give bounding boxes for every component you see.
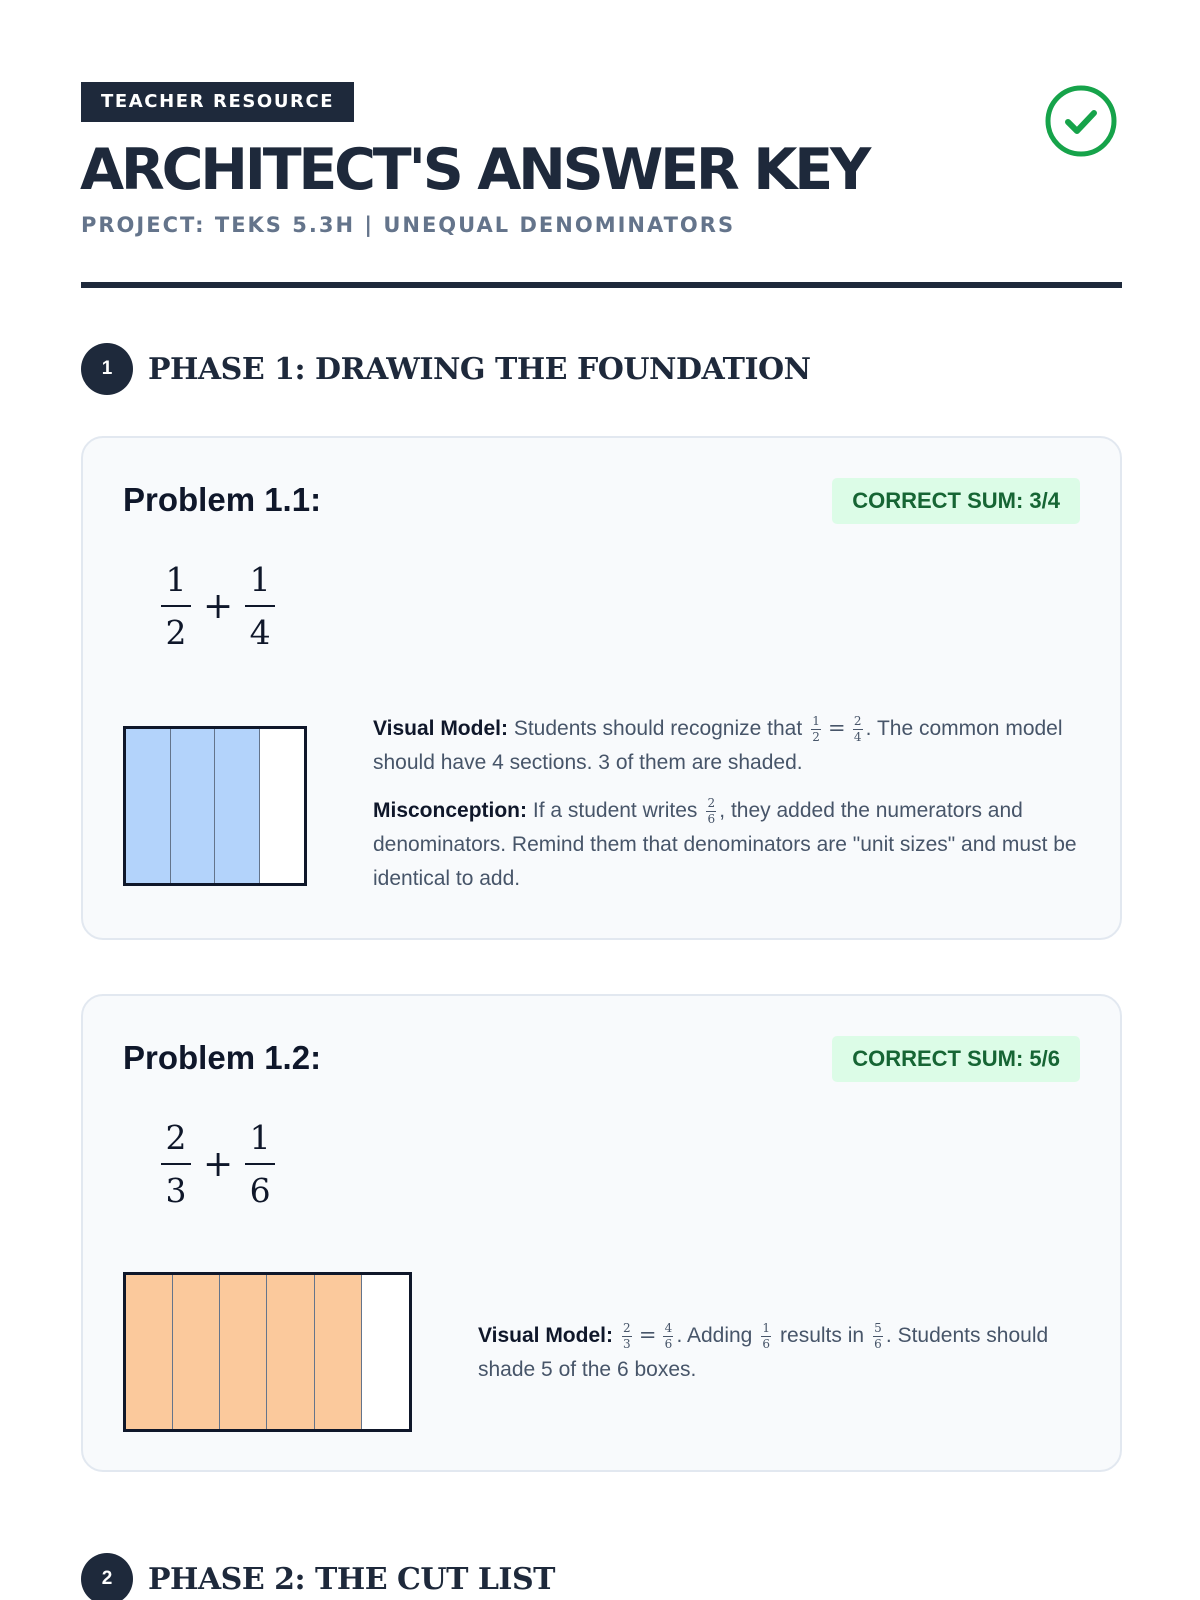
shaded-section [126, 1275, 173, 1429]
denominator: 6 [249, 1171, 271, 1210]
phase-1-heading [81, 343, 811, 395]
visual-model-note [478, 1318, 1088, 1387]
inline-fraction: $\frac{5}{6}$ [874, 1320, 882, 1351]
misconception-note [373, 794, 1083, 896]
problem-title: Problem 1.1: [123, 481, 322, 518]
problem-notes [478, 1318, 1088, 1387]
unshaded-section [260, 729, 305, 883]
shaded-section [173, 1275, 220, 1429]
page-title: ARCHITECT'S ANSWER KEY [80, 137, 869, 203]
inline-fraction: $\frac{4}{6}$ [664, 1320, 673, 1351]
note-label: Misconception: [373, 799, 528, 822]
denominator: 3 [165, 1171, 187, 1210]
inline-fraction: $\frac{2}{4}$ [853, 713, 862, 744]
numerator: 2 [165, 1118, 187, 1157]
fraction-b [245, 560, 275, 653]
problem-expression [161, 1118, 275, 1211]
fraction-a [161, 1118, 191, 1211]
phase-2-heading [81, 1553, 555, 1600]
inline-fraction: $\frac{1}{2}$ [812, 713, 820, 744]
inline-fraction: $\frac{2}{3}$ [623, 1320, 631, 1351]
header-divider [81, 282, 1122, 288]
plus-sign: + [203, 1143, 234, 1185]
problem-card-1-2 [81, 994, 1122, 1472]
shaded-section [171, 729, 216, 883]
note-text: . Students should shade 5 of the 6 boxes. [478, 1324, 1049, 1381]
shaded-section [315, 1275, 362, 1429]
visual-model-note [373, 711, 1083, 780]
problem-expression [161, 560, 275, 653]
phase-1-title: PHASE 1: DRAWING THE FOUNDATION [148, 351, 811, 387]
check-circle-icon [1044, 84, 1118, 158]
numerator: 1 [249, 560, 271, 599]
numerator: 1 [165, 560, 187, 599]
shaded-section [267, 1275, 314, 1429]
visual-model-grid [123, 726, 307, 886]
note-text: Students should recognize that [513, 717, 803, 740]
numerator: 1 [249, 1118, 271, 1157]
phase-2-title: PHASE 2: THE CUT LIST [148, 1561, 555, 1597]
inline-fraction: $\frac{2}{6}$ [707, 795, 716, 826]
plus-sign: + [203, 585, 234, 627]
phase-2-number: 2 [81, 1553, 133, 1600]
problem-notes [373, 711, 1083, 896]
teacher-resource-badge: TEACHER RESOURCE [81, 82, 354, 122]
note-text: . Adding [676, 1324, 753, 1347]
shaded-section [220, 1275, 267, 1429]
denominator: 4 [249, 613, 271, 652]
note-label: Visual Model: [478, 1324, 613, 1347]
equals-sign: = [828, 716, 846, 740]
denominator: 2 [165, 613, 187, 652]
note-text: , they added the numerators and denominators. Remind them that denominators are "unit sizes" and must be identical to add. [373, 799, 1077, 890]
correct-sum-badge: CORRECT SUM: 5/6 [832, 1036, 1080, 1082]
note-text: results in [780, 1324, 865, 1347]
project-subtitle: PROJECT: TEKS 5.3H | UNEQUAL DENOMINATORS [81, 213, 736, 237]
unshaded-section [362, 1275, 409, 1429]
fraction-a [161, 560, 191, 653]
problem-card-1-1 [81, 436, 1122, 940]
equals-sign: = [638, 1323, 657, 1347]
fraction-b [245, 1118, 275, 1211]
problem-title: Problem 1.2: [123, 1039, 322, 1076]
correct-sum-badge: CORRECT SUM: 3/4 [832, 478, 1080, 524]
phase-1-number: 1 [81, 343, 133, 395]
note-text: If a student writes [532, 799, 698, 822]
note-text: . The common model should have 4 sections. 3 of them are shaded. [373, 717, 1063, 774]
note-label: Visual Model: [373, 717, 508, 740]
shaded-section [215, 729, 260, 883]
shaded-section [126, 729, 171, 883]
visual-model-grid [123, 1272, 412, 1432]
inline-fraction: $\frac{1}{6}$ [762, 1320, 770, 1351]
